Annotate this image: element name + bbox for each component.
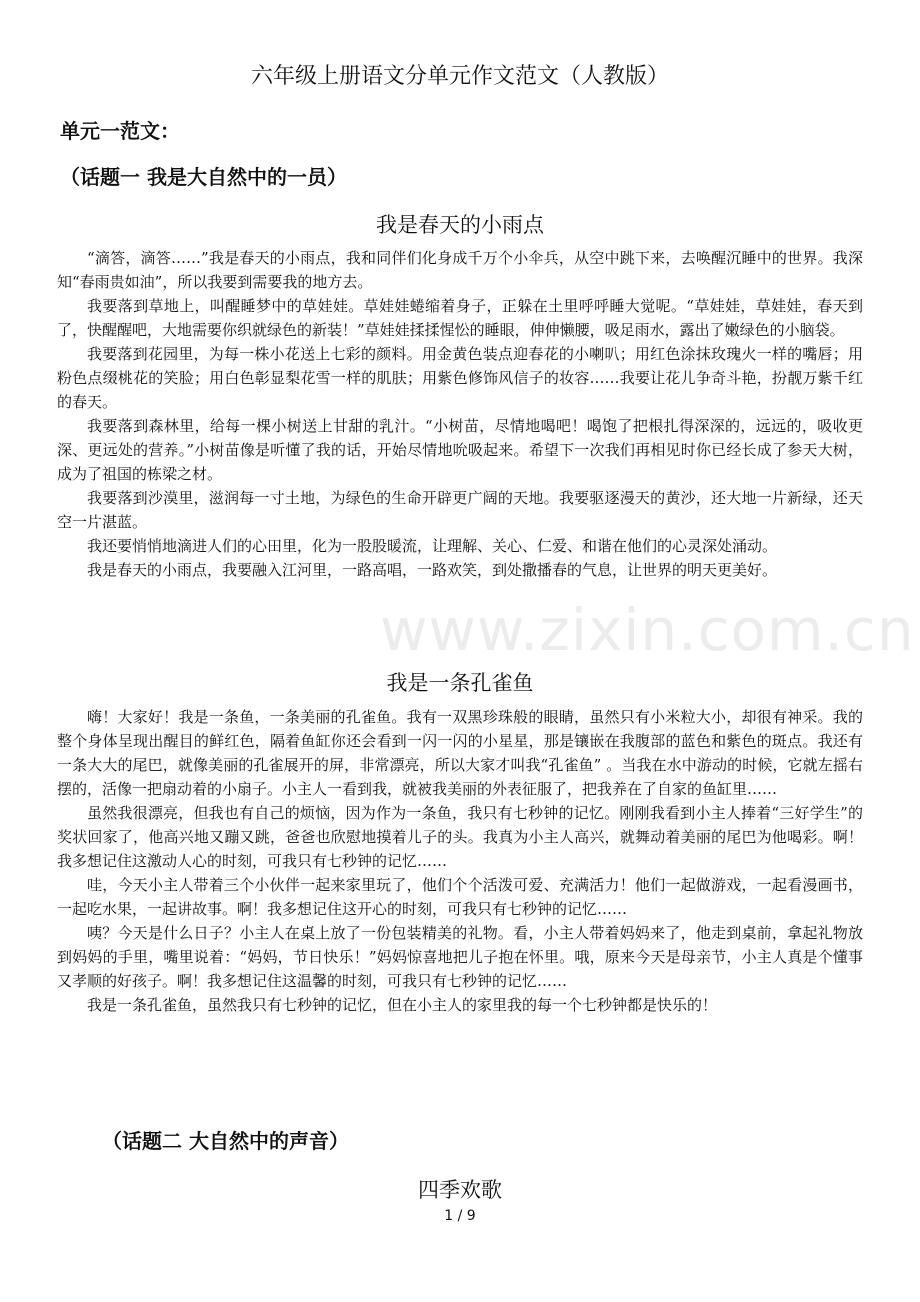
- page-indicator: 1 / 9: [444, 1208, 476, 1224]
- paragraph: 我是春天的小雨点，我要融入江河里，一路高唱，一路欢笑，到处撒播春的气息，让世界的明天更美好。: [87, 561, 778, 579]
- paragraph: 嗨！大家好！我是一条鱼，一条美丽的孔雀鱼。我有一双黑珍珠般的眼睛，虽然只有小米粒大小，却很有神采。我的整个身体呈现出醒目的鲜红色，隔着鱼缸你还会看到一闪一闪的小星星，那是镶嵌在我腹部的蓝色和紫色的斑点。我还有一条大大的尾巴，就像美丽的孔雀展开的屏，非常漂亮，所以大家才叫我“孔雀鱼” 。当我在水中游动的时候，它就左摇右摆的，活像一把扇动着的小扇子。小主人一看到我，就被我美丽的外表征服了，把我养在了自家的鱼缸里……: [57, 708, 863, 798]
- paragraph: 哇，今天小主人带着三个小伙伴一起来家里玩了，他们个个活泼可爱、充满活力！他们一起做游戏，一起看漫画书，一起吃水果，一起讲故事。啊！我多想记住这开心的时刻，可我只有七秒钟的记忆……: [57, 876, 863, 918]
- paragraph: 我要落到花园里，为每一株小花送上七彩的颜料。用金黄色装点迎春花的小喇叭；用红色涂抹玫瑰火一样的嘴唇；用粉色点缀桃花的笑脸；用白色彰显梨花雪一样的肌肤；用紫色修饰风信子的妆容……我要让花儿争奇斗艳，扮靓万紫千红的春天。: [57, 345, 863, 411]
- essay-body-2: [57, 705, 863, 1017]
- paragraph: 虽然我很漂亮，但我也有自己的烦恼，因为作为一条鱼，我只有七秒钟的记忆。刚刚我看到小主人捧着“三好学生”的奖状回家了，他高兴地又蹦又跳，爸爸也欣慰地摸着儿子的头。我真为小主人高兴，就舞动着美丽的尾巴为他喝彩。啊！我多想记住这激动人心的时刻，可我只有七秒钟的记忆……: [57, 804, 863, 870]
- essay-body-1: [57, 246, 863, 582]
- paragraph: 咦？今天是什么日子？小主人在桌上放了一份包装精美的礼物。看，小主人带着妈妈来了，他走到桌前，拿起礼物放到妈妈的手里，嘴里说着：“妈妈，节日快乐！”妈妈惊喜地把儿子抱在怀里。哦，原来今天是母亲节，小主人真是个懂事又孝顺的好孩子。啊！我多想记住这温馨的时刻，可我只有七秒钟的记忆……: [57, 924, 863, 990]
- paragraph: 我要落到草地上，叫醒睡梦中的草娃娃。草娃娃蜷缩着身子，正躲在土里呼呼睡大觉呢。“草娃娃，草娃娃，春天到了，快醒醒吧，大地需要你织就绿色的新装！”草娃娃揉揉惺忪的睡眼，伸伸懒腰，吸足雨水，露出了嫩绿色的小脑袋。: [57, 297, 863, 339]
- topic-heading-2: （话题二 大自然中的声音）: [102, 1129, 349, 1153]
- watermark: www.zixin.com.cn: [380, 596, 915, 664]
- paragraph: 我要落到沙漠里，滋润每一寸土地，为绿色的生命开辟更广阔的天地。我要驱逐漫天的黄沙，还大地一片新绿，还天空一片湛蓝。: [57, 489, 863, 531]
- paragraph: 我是一条孔雀鱼，虽然我只有七秒钟的记忆，但在小主人的家里我的每一个七秒钟都是快乐的！: [87, 996, 718, 1014]
- paragraph: “滴答，滴答……”我是春天的小雨点，我和同伴们化身成千万个小伞兵，从空中跳下来，去唤醒沉睡中的世界。我深知“春雨贵如油”，所以我要到需要我的地方去。: [57, 249, 863, 291]
- topic-heading-1: （话题一 我是大自然中的一员）: [60, 165, 347, 189]
- paragraph: 我还要悄悄地滴进人们的心田里，化为一股股暖流，让理解、关心、仁爱、和谐在他们的心灵深处涌动。: [87, 537, 778, 555]
- essay-title-2: 我是一条孔雀鱼: [386, 671, 534, 695]
- essay-title-1: 我是春天的小雨点: [376, 213, 544, 237]
- unit-heading: 单元一范文：: [60, 119, 180, 143]
- document-title: 六年级上册语文分单元作文范文（人教版）: [250, 64, 669, 89]
- paragraph: 我要落到森林里，给每一棵小树送上甘甜的乳汁。“小树苗，尽情地喝吧！喝饱了把根扎得深深的，远远的，吸收更深、更远处的营养。”小树苗像是听懂了我的话，开始尽情地吮吸起来。希望下一次我们再相见时你已经长成了参天大树，成为了祖国的栋梁之材。: [57, 417, 863, 483]
- essay-title-3: 四季欢歌: [418, 1178, 502, 1202]
